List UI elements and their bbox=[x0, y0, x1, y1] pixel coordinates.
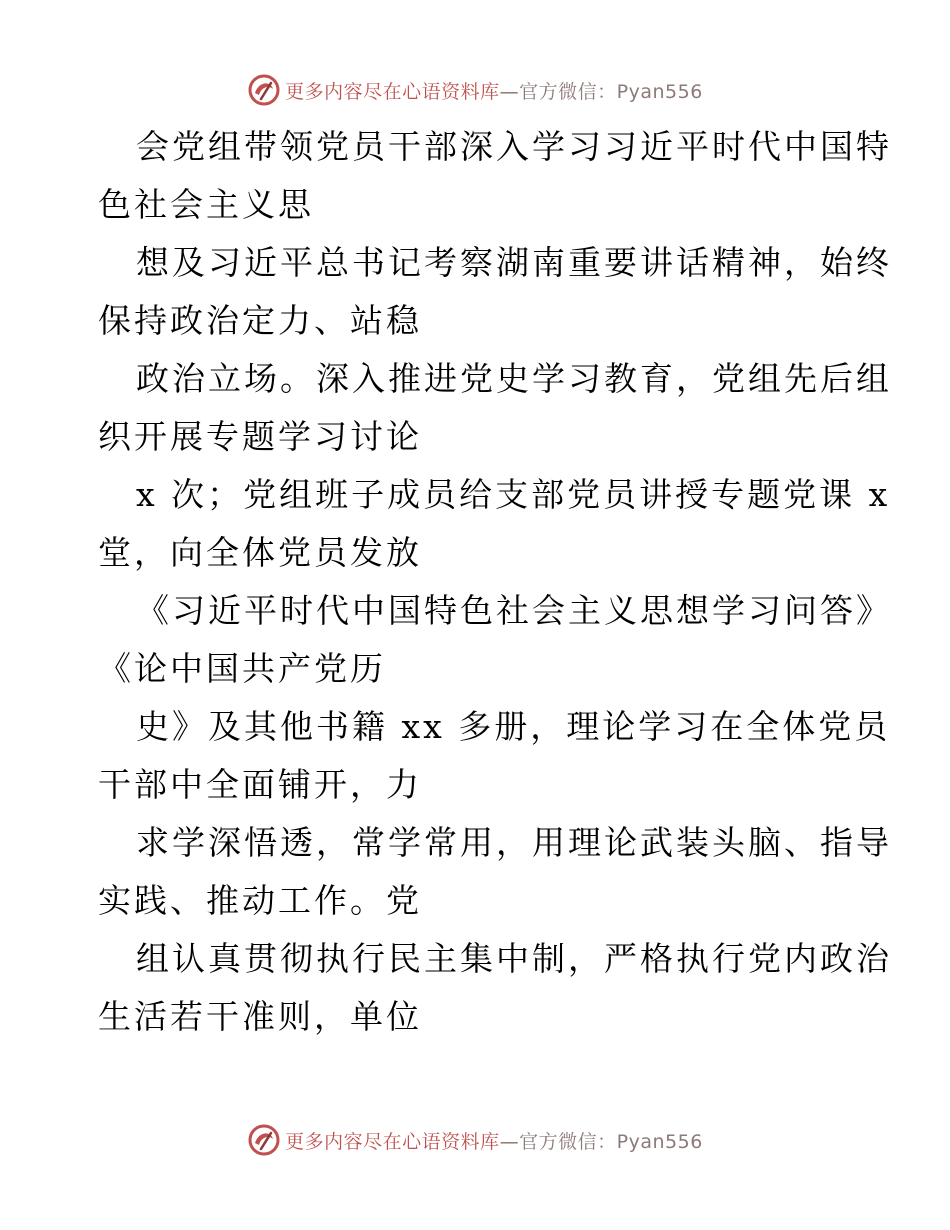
text-line: 史》及其他书籍 xx 多册，理论学习在全体党员 bbox=[136, 707, 891, 746]
footer-banner-wechat: 官方微信：Pyan556 bbox=[519, 1130, 703, 1153]
text-line: 会党组带领党员干部深入学习习近平时代中国特 bbox=[136, 127, 892, 166]
text-line: 组认真贯彻执行民主集中制，严格执行党内政治 bbox=[136, 939, 892, 978]
footer-banner-separator: — bbox=[499, 1130, 520, 1153]
text-line: 实践、推动工作。党 bbox=[98, 881, 422, 920]
text-line: 求学深悟透，常学常用，用理论武装头脑、指导 bbox=[136, 823, 892, 862]
text-line: 堂，向全体党员发放 bbox=[98, 533, 422, 572]
header-banner-main: 更多内容尽在心语资料库 bbox=[285, 80, 500, 103]
header-banner-wechat: 官方微信：Pyan556 bbox=[519, 80, 703, 103]
text-line: 织开展专题学习讨论 bbox=[98, 417, 422, 456]
footer-banner-main: 更多内容尽在心语资料库 bbox=[285, 1130, 500, 1153]
text-line: 政治立场。深入推进党史学习教育，党组先后组 bbox=[136, 359, 892, 398]
header-banner bbox=[0, 70, 950, 110]
text-line: 色社会主义思 bbox=[98, 185, 314, 224]
text-line: 《习近平时代中国特色社会主义思想学习问答》 bbox=[136, 591, 892, 630]
text-line: x 次；党组班子成员给支部党员讲授专题党课 x bbox=[136, 475, 891, 514]
footer-banner-text bbox=[285, 1127, 703, 1154]
text-line: 保持政治定力、站稳 bbox=[98, 301, 422, 340]
text-line: 想及习近平总书记考察湖南重要讲话精神，始终 bbox=[136, 243, 892, 282]
red-swirl-logo-icon bbox=[247, 73, 281, 107]
text-line: 生活若干准则，单位 bbox=[98, 997, 422, 1036]
text-line: 干部中全面铺开，力 bbox=[98, 765, 422, 804]
document-body bbox=[98, 118, 892, 1046]
header-banner-separator: — bbox=[499, 80, 520, 103]
text-line: 《论中国共产党历 bbox=[98, 649, 386, 688]
red-swirl-logo-icon bbox=[247, 1123, 281, 1157]
footer-banner bbox=[0, 1120, 950, 1160]
header-banner-text bbox=[285, 77, 703, 104]
